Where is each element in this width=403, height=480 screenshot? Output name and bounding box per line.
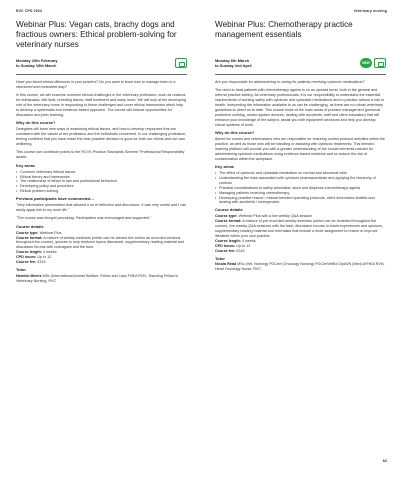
tutor-info: Hamish Morris MSc (International Animal Welfare, Ethics and Law) FHEA RVN, Teaching Fellow in Veterinary Nursing, RVC bbox=[16, 273, 179, 283]
course-length: Course length: 4 weeks bbox=[16, 250, 57, 255]
end-date: to Sunday 2nd April bbox=[215, 63, 252, 68]
course-body bbox=[215, 80, 386, 272]
course-details-heading: Course details bbox=[215, 207, 243, 213]
cpd-hours: CPD hours: Up to 12 bbox=[16, 255, 52, 260]
list-item: • Understanding the risks associated with cytotoxic pharmaceuticals and applying the hierarchy of controls bbox=[215, 176, 386, 186]
new-badge: NEW bbox=[360, 58, 372, 68]
header-right: Veterinary nursing bbox=[353, 9, 387, 13]
key-areas-heading: Key areas bbox=[215, 164, 234, 170]
list-item: • Developing policy and procedure bbox=[16, 184, 187, 189]
webinar-icon bbox=[175, 58, 187, 68]
tutor-heading: Tutor bbox=[215, 255, 225, 261]
course-body bbox=[16, 80, 187, 284]
cpd-hours: CPD hours: Up to 12 bbox=[215, 243, 251, 248]
tutor-heading: Tutor bbox=[16, 267, 26, 272]
page-header bbox=[16, 9, 387, 17]
quote: "Very informative presentation that allowed a lot of reflection and discussion. It was very useful and I can easily apply this to my work life." bbox=[16, 203, 187, 212]
start-date: Monday 6th March bbox=[215, 58, 250, 63]
list-item: • Developing practice rescue / misuse blended operating protocols, client information leaflets and dealing with accidents / emergencies bbox=[215, 196, 386, 206]
list-item: • The relationship of ethics to law and professional behaviour bbox=[16, 179, 187, 184]
why-heading: Why do this course? bbox=[215, 130, 255, 136]
key-areas-list bbox=[16, 170, 187, 195]
tutor-info: Nicola Read MSc (Vet. Nursing) PGCert (Oncology Nursing) PGCertVetEd DipAVN (Med) AFHEA RVN, Head Oncology Nurse, RVC bbox=[215, 262, 385, 272]
why-text: Delegates will learn new ways of examining ethical issues, and how to develop responses that are consistent with the values of the profession and the individuals concerned. In our challenging profession, feeling confident that you have made the best possible decision is good for both our clients and our own wellbeing. bbox=[16, 127, 187, 146]
description: In this course, we will examine common ethical challenges in the veterinary profession, such as reasons for euthanasia, diet fads, breeding issues, staff treatment and many more. We will look at the developing role of the veterinary nurse in responding to these challenges and cover ethical frameworks which help to develop a systematic and evidence-based approach. The course will include opportunities for discussion and peer learning. bbox=[16, 93, 186, 117]
header-left: RVC CPD 2023 bbox=[16, 9, 43, 13]
course-format: Course format: A mixture of pre-recorded weekly webinars (which can be reviewed throughout the course), live weekly Q&A sessions with the tutor, discussion forums to share experiences and opinions, supplementary reading material and mini tasks that include a short assignment to review or improve literature within your own practice bbox=[215, 219, 383, 238]
course-dates bbox=[16, 58, 187, 72]
course-badge bbox=[360, 58, 386, 68]
course-title: Webinar Plus: Chemotherapy practice management essentials bbox=[215, 20, 353, 39]
divider bbox=[16, 74, 187, 75]
divider bbox=[215, 74, 386, 75]
list-item: • Practical considerations to safely administer, store and dispense chemotherapy agents bbox=[215, 186, 386, 191]
right-course bbox=[215, 20, 386, 272]
course-length: Course length: 4 weeks bbox=[215, 238, 256, 243]
why-heading: Why do this course? bbox=[16, 120, 56, 126]
page-number: 62 bbox=[382, 459, 387, 463]
list-item: • Ethical theory and frameworks bbox=[16, 175, 187, 180]
course-format: Course format: A mixture of weekly webinars (which can be viewed live and/or as recorded versions throughout the course), quizzes to help reinforce topics discussed, supplementary reading material and discussion forums with colleagues and the tutor bbox=[16, 235, 185, 250]
course-fee: Course fee: £315 bbox=[215, 248, 245, 253]
quote: "The course was thought provoking. Participation was encouraged and supported." bbox=[16, 216, 152, 221]
course-details-heading: Course details bbox=[16, 223, 44, 229]
start-date: Monday 20th February bbox=[16, 58, 58, 63]
key-areas-heading: Key areas bbox=[16, 162, 35, 168]
course-type: Course type: Webinar Plus bbox=[16, 230, 62, 235]
list-item: • The effect of cytotoxic and cytostatic medication on normal and abnormal cells bbox=[215, 171, 386, 176]
previous-participants-heading: Previous participants have commented... bbox=[16, 196, 94, 202]
course-fee: Course fee: £315 bbox=[16, 260, 46, 265]
intro-text: Have you faced ethical dilemmas in your practice? Do you want to learn how to manage them in a structured and consistent way? bbox=[16, 80, 176, 89]
list-item: • Ethical problem-solving bbox=[16, 189, 187, 194]
course-dates bbox=[215, 58, 386, 72]
course-title: Webinar Plus: Vegan cats, brachy dogs and fractious owners: Ethical problem-solving for veterinary nurses bbox=[16, 20, 177, 49]
list-item: • Managing patients receiving chemotherapy bbox=[215, 191, 386, 196]
why-text: Aimed for nurses and veterinarians who are responsible for ensuring correct protocol activities within the practice, as well as those who will be handling or assisting with cytotoxic treatments. This blended learning platform will provide you with a greater understanding of the crucial elements needed for administering cytotoxic medications using evidence-based medicine and so reduce the risk of contamination within the workplace. bbox=[215, 137, 385, 161]
why-text-2: This course can contribute points to the RCVS Practice Standards Scheme 'Professional Responsibility' award. bbox=[16, 150, 185, 160]
intro-text: Are you responsible for administering or caring for patients receiving cytotoxic medications? bbox=[215, 80, 365, 84]
key-areas-list bbox=[215, 171, 386, 205]
course-badge bbox=[175, 58, 187, 68]
course-type: Course type: Webinar Plus with a live weekly Q&A session bbox=[215, 214, 313, 219]
list-item: • Common veterinary ethical issues bbox=[16, 170, 187, 175]
webinar-icon bbox=[374, 58, 386, 68]
left-course bbox=[16, 20, 187, 284]
description: The need to treat patients with chemotherapy agents is on an upward trend, both in the general and referral practice setting. As veterinary professionals, it is our responsibility to understand the essential requirements of working safely with cytotoxic and cytostatic medications and to practice without a risk to health. Interpreting the information available to us can be challenging, as there are no robust veterinary guidelines to direct us to date. This course looks at the main areas of practice management (personal protective clothing, closed system devices, dealing with accidents, staff and client education) that will enhance your knowledge of the subject, assist you with equipment decisions and help you develop robust systems of work. bbox=[215, 88, 385, 127]
end-date: to Sunday 19th March bbox=[16, 63, 57, 68]
